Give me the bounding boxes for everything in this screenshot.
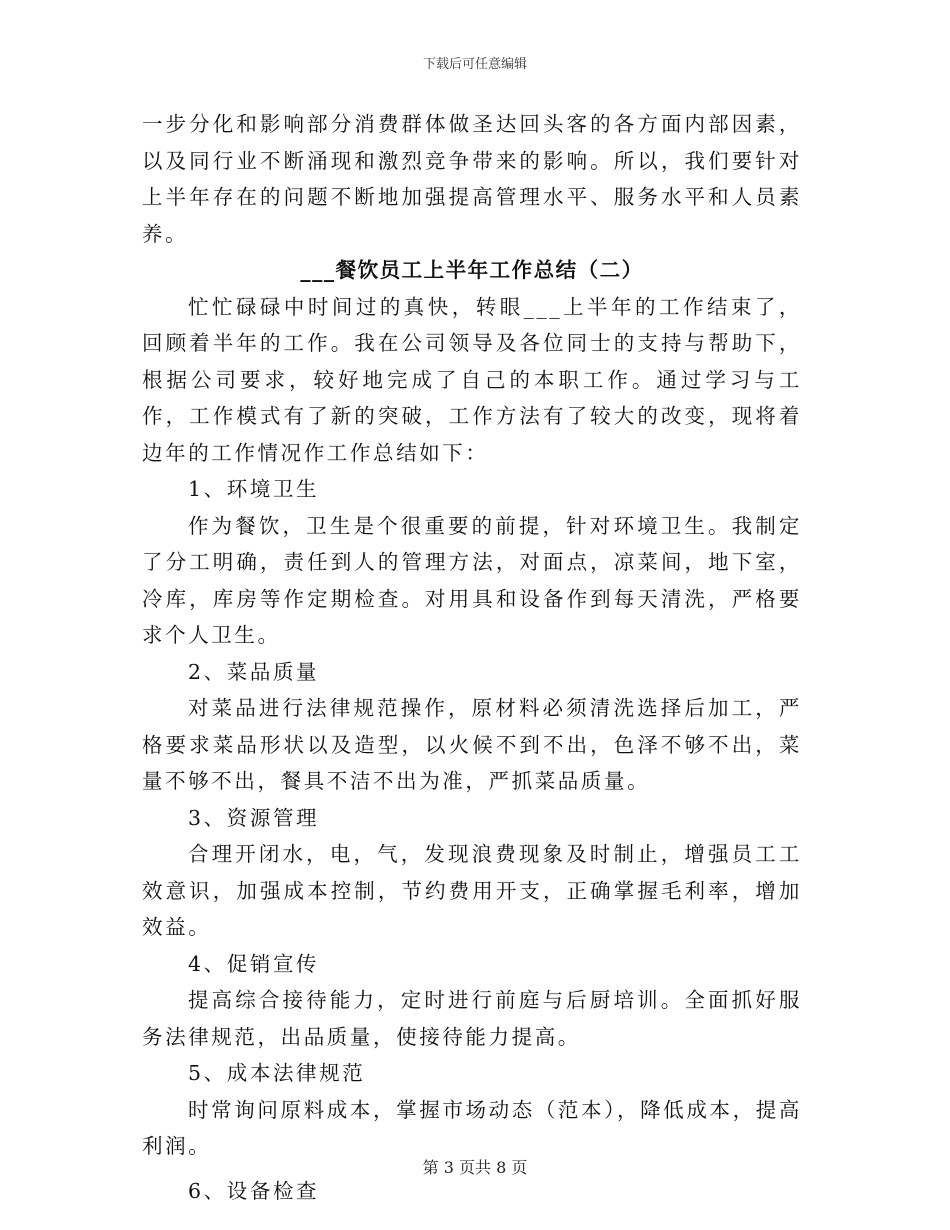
page-header: 下载后可任意编辑 <box>422 57 527 72</box>
section-title: ___餐饮员工上半年工作总结（二） <box>300 258 644 282</box>
heading-cost-standards: 5、成本法律规范 <box>188 1061 366 1085</box>
document-body <box>142 106 802 1209</box>
paragraph-quality: 对菜品进行法律规范操作，原材料必须清洗选择后加工，严格要求菜品形状以及造型，以火候不到不出，色泽不够不出，菜量不够不出，餐具不洁不出为准，严抓菜品质量。 <box>142 696 802 793</box>
paragraph-hygiene: 作为餐饮，卫生是个很重要的前提，针对环境卫生。我制定了分工明确，责任到人的管理方法，对面点，凉菜间，地下室，冷库，库房等作定期检查。对用具和设备作到每天清洗，严格要求个人卫生。 <box>142 513 802 647</box>
heading-promotion: 4、促销宣传 <box>188 951 320 976</box>
paragraph-continued: 一步分化和影响部分消费群体做圣达回头客的各方面内部因素，以及同行业不断涌现和激烈竞争带来的影响。所以，我们要针对上半年存在的问题不断地加强提高管理水平、服务水平和人员素养。 <box>142 112 802 246</box>
heading-dish-quality: 2、菜品质量 <box>188 659 320 684</box>
heading-equipment-check: 6、设备检查 <box>188 1178 320 1203</box>
paragraph-cost: 时常询问原料成本，掌握市场动态（范本），降低成本，提高利润。 <box>142 1097 802 1158</box>
paragraph-intro: 忙忙碌碌中时间过的真快，转眼___上半年的工作结束了，回顾着半年的工作。我在公司领导及各位同士的支持与帮助下，根据公司要求，较好地完成了自己的本职工作。通过学习与工作，工作模式有了新的突破，工作方法有了较大的改变，现将着边年的工作情况作工作总结如下： <box>142 294 802 465</box>
paragraph-promotion: 提高综合接待能力，定时进行前庭与后厨培训。全面抓好服务法律规范，出品质量，使接待能力提高。 <box>142 988 802 1049</box>
page-footer: 第 3 页共 8 页 <box>422 1158 528 1177</box>
heading-environment-hygiene: 1、环境卫生 <box>188 477 320 501</box>
paragraph-resources: 合理开闭水，电，气，发现浪费现象及时制止，增强员工工效意识，加强成本控制，节约费用开支，正确掌握毛利率，增加效益。 <box>142 842 802 939</box>
heading-resource-management: 3、资源管理 <box>188 805 320 830</box>
